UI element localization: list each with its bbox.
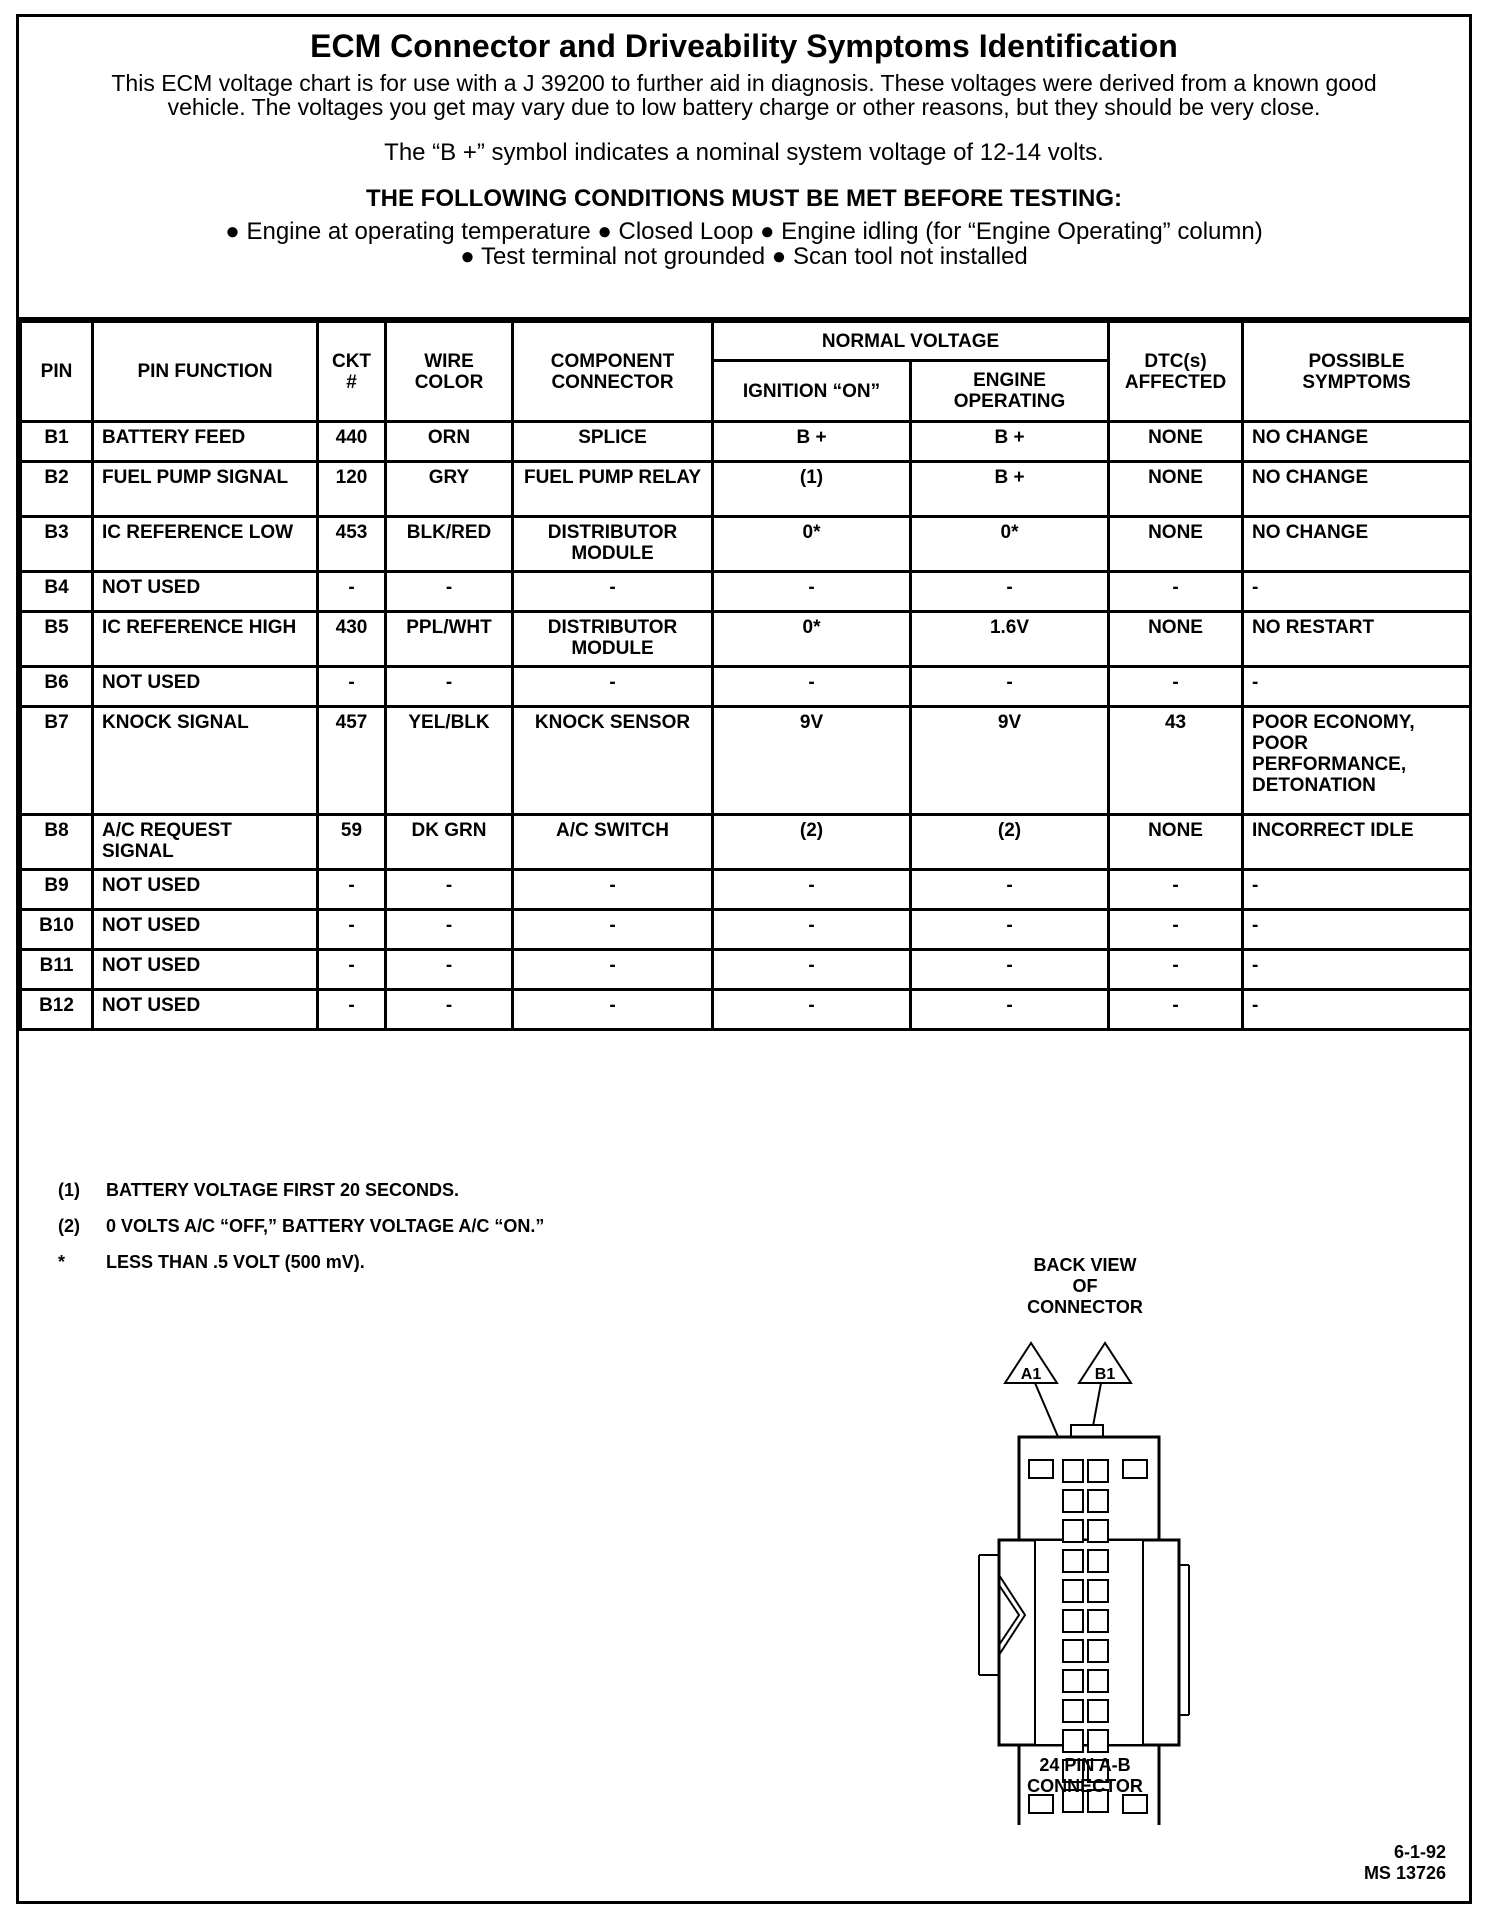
wire-color-cell: ORN [386, 422, 513, 462]
table-row [21, 815, 1471, 870]
table-row [21, 462, 1471, 517]
symptoms-cell: NO RESTART [1243, 612, 1471, 667]
voltage-table [19, 320, 1472, 1031]
pin-function-cell: NOT USED [93, 870, 318, 910]
pin-function-cell: IC REFERENCE LOW [93, 517, 318, 572]
engine-operating-cell: 1.6V [911, 612, 1109, 667]
pin-function-cell: FUEL PUMP SIGNAL [93, 462, 318, 517]
dtc-cell: NONE [1109, 422, 1243, 462]
ignition-on-cell: - [713, 572, 911, 612]
wire-color-cell: PPL/WHT [386, 612, 513, 667]
ckt-cell: - [318, 870, 386, 910]
engine-operating-cell: B + [911, 462, 1109, 517]
wire-color-cell: DK GRN [386, 815, 513, 870]
footnote-key: (2) [58, 1216, 80, 1236]
diagram-top-label-1: BACK VIEW [1033, 1255, 1137, 1275]
footnote [58, 1216, 544, 1237]
footnote-key: * [58, 1252, 66, 1272]
symptoms-cell: POOR ECONOMY, POOR PERFORMANCE, DETONATION [1243, 707, 1471, 815]
pin-cavity [1088, 1700, 1108, 1722]
ckt-cell: 440 [318, 422, 386, 462]
pin-cell: B4 [21, 572, 93, 612]
ignition-on-cell: - [713, 990, 911, 1030]
component-cell: A/C SWITCH [513, 815, 713, 870]
pin-cavity [1063, 1700, 1083, 1722]
ckt-cell: - [318, 950, 386, 990]
pin-function-cell: NOT USED [93, 910, 318, 950]
header-dtc: DTC(s) AFFECTED [1109, 322, 1243, 422]
dtc-cell: NONE [1109, 517, 1243, 572]
page-title: ECM Connector and Driveability Symptoms Identification [310, 28, 1178, 64]
symptoms-cell: - [1243, 870, 1471, 910]
wire-color-cell: GRY [386, 462, 513, 517]
ignition-on-cell: (1) [713, 462, 911, 517]
pin-function-cell: IC REFERENCE HIGH [93, 612, 318, 667]
document-stamp [1364, 1842, 1446, 1884]
ckt-cell: - [318, 910, 386, 950]
pin-cell: B12 [21, 990, 93, 1030]
pin-cell: B7 [21, 707, 93, 815]
header-pin: PIN [21, 322, 93, 422]
pin-cavity [1063, 1490, 1083, 1512]
header-component: COMPONENT CONNECTOR [513, 322, 713, 422]
component-cell: KNOCK SENSOR [513, 707, 713, 815]
a1-marker-label: A1 [1020, 1366, 1042, 1383]
diagram-top-label [975, 1255, 1195, 1318]
header-engine-operating: ENGINE OPERATING [911, 361, 1109, 422]
pin-function-cell: NOT USED [93, 572, 318, 612]
table-row [21, 950, 1471, 990]
dtc-cell: - [1109, 910, 1243, 950]
dtc-cell: - [1109, 667, 1243, 707]
pin-cavity [1063, 1580, 1083, 1602]
intro-text: This ECM voltage chart is for use with a J 39200 to further aid in diagnosis. These voltages were derived from a known good vehicle. The voltages you get may vary due to low battery charge or other reasons, but they should be very close. [111, 70, 1377, 120]
engine-operating-cell: - [911, 667, 1109, 707]
engine-operating-cell: 9V [911, 707, 1109, 815]
pin-cavity [1088, 1610, 1108, 1632]
pin-function-cell: NOT USED [93, 950, 318, 990]
diagram-bottom-label [975, 1755, 1195, 1797]
ckt-cell: 59 [318, 815, 386, 870]
engine-operating-cell: - [911, 950, 1109, 990]
pin-cavity [1088, 1640, 1108, 1662]
pin-cell: B11 [21, 950, 93, 990]
dtc-cell: - [1109, 870, 1243, 910]
ckt-cell: - [318, 667, 386, 707]
header-ckt: CKT # [318, 322, 386, 422]
dtc-cell: NONE [1109, 815, 1243, 870]
ckt-cell: 453 [318, 517, 386, 572]
header-symptoms: POSSIBLE SYMPTOMS [1243, 322, 1471, 422]
conditions-title: THE FOLLOWING CONDITIONS MUST BE MET BEFORE TESTING: [366, 185, 1122, 212]
component-cell: - [513, 870, 713, 910]
component-cell: SPLICE [513, 422, 713, 462]
pin-cell: B1 [21, 422, 93, 462]
footnote-text: BATTERY VOLTAGE FIRST 20 SECONDS. [106, 1180, 460, 1200]
ignition-on-cell: 0* [713, 612, 911, 667]
dtc-cell: - [1109, 572, 1243, 612]
pin-cell: B3 [21, 517, 93, 572]
symptoms-cell: - [1243, 990, 1471, 1030]
table-row [21, 612, 1471, 667]
diagram-bottom-label-2: CONNECTOR [1027, 1776, 1143, 1796]
component-cell: - [513, 910, 713, 950]
engine-operating-cell: - [911, 990, 1109, 1030]
dtc-cell: - [1109, 950, 1243, 990]
component-cell: DISTRIBUTOR MODULE [513, 517, 713, 572]
conditions-line-1: ● Engine at operating temperature ● Closed Loop ● Engine idling (for “Engine Operating” column) [225, 218, 1263, 245]
pin-cavity [1063, 1640, 1083, 1662]
table-row [21, 990, 1471, 1030]
engine-operating-cell: - [911, 870, 1109, 910]
dtc-cell: NONE [1109, 612, 1243, 667]
pin-function-cell: A/C REQUEST SIGNAL [93, 815, 318, 870]
ignition-on-cell: - [713, 950, 911, 990]
wire-color-cell: YEL/BLK [386, 707, 513, 815]
wire-color-cell: - [386, 990, 513, 1030]
pin-cavity [1063, 1460, 1083, 1482]
stamp-date: 6-1-92 [1393, 1842, 1446, 1862]
bplus-note: The “B +” symbol indicates a nominal system voltage of 12-14 volts. [384, 139, 1104, 166]
pin-cavity [1088, 1730, 1108, 1752]
pin-cavity [1063, 1610, 1083, 1632]
footnote-key: (1) [58, 1180, 80, 1200]
pin-cavity [1088, 1520, 1108, 1542]
pin-cavity [1088, 1580, 1108, 1602]
ignition-on-cell: - [713, 910, 911, 950]
symptoms-cell: INCORRECT IDLE [1243, 815, 1471, 870]
table-row [21, 572, 1471, 612]
ignition-on-cell: - [713, 870, 911, 910]
component-cell: - [513, 572, 713, 612]
table-row [21, 910, 1471, 950]
ignition-on-cell: 9V [713, 707, 911, 815]
footnote-text: 0 VOLTS A/C “OFF,” BATTERY VOLTAGE A/C “ON.” [106, 1216, 545, 1236]
ckt-cell: 457 [318, 707, 386, 815]
table-row [21, 870, 1471, 910]
wire-color-cell: - [386, 870, 513, 910]
connector-drawing [975, 1325, 1195, 1825]
pin-cell: B10 [21, 910, 93, 950]
dtc-cell: NONE [1109, 462, 1243, 517]
pin-cell: B9 [21, 870, 93, 910]
table-row [21, 517, 1471, 572]
component-cell: DISTRIBUTOR MODULE [513, 612, 713, 667]
wire-color-cell: - [386, 910, 513, 950]
diagram-top-label-3: CONNECTOR [1027, 1297, 1143, 1317]
symptoms-cell: NO CHANGE [1243, 462, 1471, 517]
engine-operating-cell: B + [911, 422, 1109, 462]
engine-operating-cell: - [911, 910, 1109, 950]
pin-cavity [1088, 1550, 1108, 1572]
component-cell: - [513, 990, 713, 1030]
pin-cell: B8 [21, 815, 93, 870]
header-pin-function: PIN FUNCTION [93, 322, 318, 422]
header-ignition-on: IGNITION “ON” [713, 361, 911, 422]
ckt-cell: 120 [318, 462, 386, 517]
engine-operating-cell: - [911, 572, 1109, 612]
pin-cavity [1063, 1520, 1083, 1542]
pin-cavity [1063, 1550, 1083, 1572]
ignition-on-cell: - [713, 667, 911, 707]
b1-marker-label: B1 [1094, 1366, 1116, 1383]
pin-function-cell: NOT USED [93, 990, 318, 1030]
ckt-cell: - [318, 990, 386, 1030]
wire-color-cell: - [386, 667, 513, 707]
symptoms-cell: - [1243, 910, 1471, 950]
pin-cavity [1063, 1670, 1083, 1692]
component-cell: - [513, 667, 713, 707]
symptoms-cell: NO CHANGE [1243, 422, 1471, 462]
connector-diagram [975, 1255, 1195, 1815]
pin-cell: B5 [21, 612, 93, 667]
footnote-text: LESS THAN .5 VOLT (500 mV). [106, 1252, 365, 1272]
conditions-list [19, 219, 1469, 269]
symptoms-cell: - [1243, 950, 1471, 990]
wire-color-cell: BLK/RED [386, 517, 513, 572]
b1-marker-icon [1079, 1343, 1131, 1383]
pin-cavity [1088, 1460, 1108, 1482]
pin-cavity [1063, 1730, 1083, 1752]
table-row [21, 707, 1471, 815]
table-row [21, 667, 1471, 707]
component-cell: FUEL PUMP RELAY [513, 462, 713, 517]
engine-operating-cell: 0* [911, 517, 1109, 572]
footnote [58, 1180, 544, 1201]
wire-color-cell: - [386, 950, 513, 990]
ckt-cell: 430 [318, 612, 386, 667]
diagram-top-label-2: OF [1072, 1276, 1098, 1296]
dtc-cell: - [1109, 990, 1243, 1030]
wire-color-cell: - [386, 572, 513, 612]
document-header [19, 17, 1469, 320]
header-normal-voltage: NORMAL VOLTAGE [713, 322, 1109, 361]
symptoms-cell: - [1243, 572, 1471, 612]
header-wire-color: WIRE COLOR [386, 322, 513, 422]
footnotes [58, 1180, 544, 1288]
conditions-line-2: ● Test terminal not grounded ● Scan tool not installed [460, 243, 1028, 270]
a1-marker-icon [1005, 1343, 1057, 1383]
footnote [58, 1252, 544, 1273]
diagram-bottom-label-1: 24 PIN A-B [1039, 1755, 1131, 1775]
pin-cavity [1088, 1670, 1108, 1692]
symptoms-cell: - [1243, 667, 1471, 707]
pin-function-cell: NOT USED [93, 667, 318, 707]
table-row [21, 422, 1471, 462]
ignition-on-cell: (2) [713, 815, 911, 870]
pin-cell: B2 [21, 462, 93, 517]
stamp-code: MS 13726 [1363, 1863, 1446, 1883]
pin-function-cell: BATTERY FEED [93, 422, 318, 462]
symptoms-cell: NO CHANGE [1243, 517, 1471, 572]
pin-function-cell: KNOCK SIGNAL [93, 707, 318, 815]
engine-operating-cell: (2) [911, 815, 1109, 870]
pin-cell: B6 [21, 667, 93, 707]
ignition-on-cell: 0* [713, 517, 911, 572]
pin-cavity [1088, 1490, 1108, 1512]
dtc-cell: 43 [1109, 707, 1243, 815]
component-cell: - [513, 950, 713, 990]
ckt-cell: - [318, 572, 386, 612]
ignition-on-cell: B + [713, 422, 911, 462]
